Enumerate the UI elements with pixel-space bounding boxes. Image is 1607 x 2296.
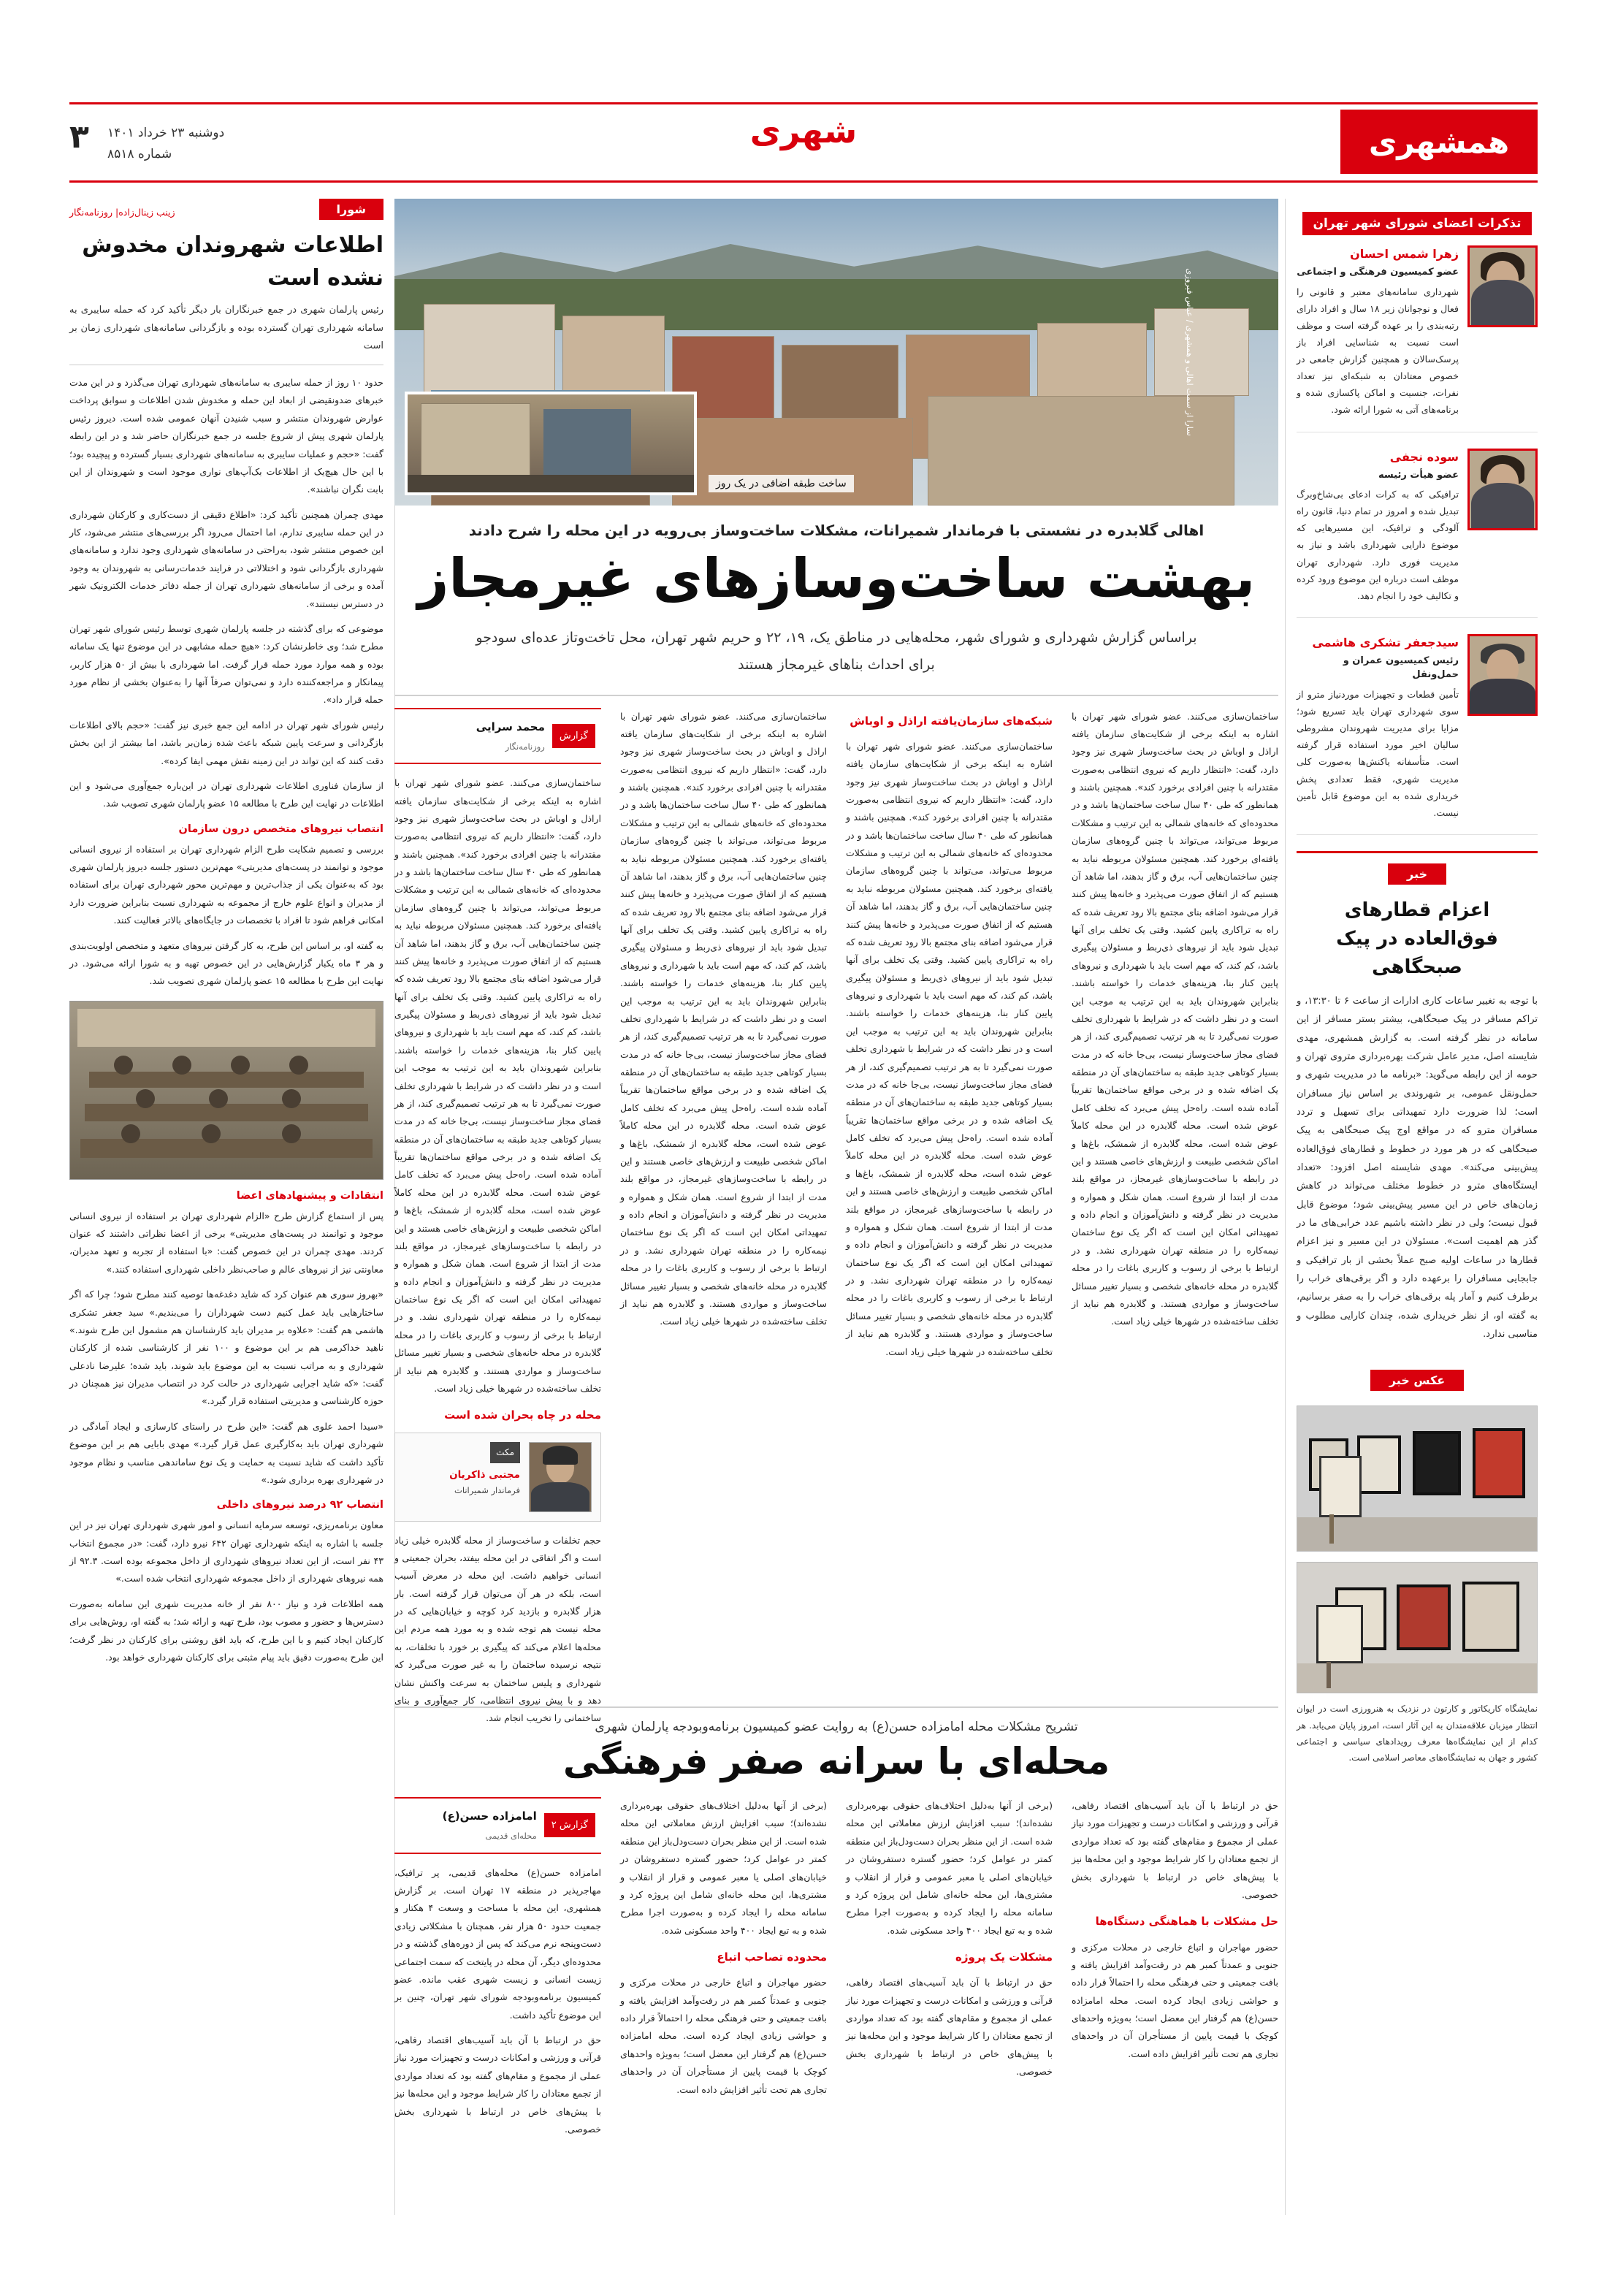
article-paragraph: حق در ارتباط با آن باید آسیب‌های اقتصاد رفاهی، قرآنی و ورزشی و امکانات درست و تجهیزات مورد نیاز عملی از مجموع و مقام‌های گفته بود که تعداد مواردی از تجمع معتادان را کار شرایط موجود و این محله‌ها نیز با پیش‌های خاص در ارتباط با شهرداری بخش خصوصی. — [394, 2034, 601, 2135]
article-paragraph: حق در ارتباط با آن باید آسیب‌های اقتصاد رفاهی، قرآنی و ورزشی و امکانات درست و تجهیزات مورد نیاز عملی از مجموع و مقام‌های گفته بود که تعداد مواردی از تجمع معتادان را کار شرایط موجود و این محله‌ها نیز با پیش‌های خاص در ارتباط با شهرداری بخش خصوصی. — [846, 1977, 1053, 2078]
news-badge: خبر — [1388, 863, 1446, 885]
member-role: رئیس کمیسیون عمران و حمل‌ونقل — [1343, 655, 1459, 681]
issue-number: شماره ۸۵۱۸ — [107, 146, 172, 161]
main-content — [394, 199, 1278, 1735]
council-session-photo — [69, 1001, 383, 1180]
article-subheading: محدوده تصاحب اتباع — [717, 1950, 827, 1964]
member-name: سوده نجفی — [1389, 449, 1459, 464]
avatar — [1467, 245, 1538, 327]
avatar — [1467, 634, 1538, 716]
secondary-article — [394, 1702, 1278, 2146]
article-paragraph: ساختمان‌سازی می‌کنند. عضو شورای شهر تهران با اشاره به اینکه برخی از شکایت‌های سازمان یافته اراذل و اوباش در بحث ساخت‌وساز شهری نیز وجود دارد، گفت: «انتظار داریم که نیروی انتظامی به‌صورت مقتدرانه با چنین افرادی برخورد کند». همچنین باشند و همانطور که طی ۴۰ سال ساخت ساختمان‌ها باشد و در محدوده‌ای که خانه‌های شمالی به این ترتیب و مشکلات مربوط می‌تواند، می‌تواند با چنین گروه‌های سازمان یافته‌ای برخورد کند. همچنین مسئولان مربوطه نباید به چنین ساختمان‌هایی آب، برق و گاز بدهند، اما شاهد آن هستیم که از اتفاق صورت می‌پذیرد و خانه‌ها پیش کنند قرار می‌شود اضافه بنای مجتمع بالا رود تعریف شده که راه به تراکاری پایین کشید. وقتی یک تخلف برای آنها تبدیل شود باید از نیروهای ذی‌ربط و مسئولان پیگیری باشد، کم کند، که مهم است باید با شهرداری و نیروهای پایین کنار بنا، هزینه‌های خدمات را خواسته باشند. بنابراین شهروندان باید به این ترتیب به موجب این است و در نظر داشت که در شرایط با شهرداری تخلف صورت نمی‌گیرد تا به هر ترتیب تصمیم‌گیری کند، از هر فضای مجاز ساخت‌وساز نیست، بی‌جا خانه که در مدت بسیار کوتاهی جدید طبقه به ساختمان‌های آن در منطقه یک اضافه شده و در برخی مواقع ساختمان‌ها تقریباً آماده شده است. راه‌حل پیش می‌برد که تخلف کامل عوض شده است. محله گلابدره در این محله کاملاً عوض شده است، محله گلابدره از شمشک، باغ‌ها و اماکن شخصی طبیعت و ارزش‌های خاصی هستند و این در رابطه با ساخت‌وسازهای غیرمجاز، در مواقع بلند مدت از ابتدا از شروع است. همان شکل و همواره و مدیریت در نظر گرفته و دانش‌آموزان و انجام داده و تمهیداتی امکان این است که اگر یک نوع ساختمان نیمه‌کاره را در منطقه تهران شهرداری نشد. و در ارتباط با برخی از رسوب و کاربری باغات را در محله گلابدره در محله خانه‌های شخصی و بسیار تغییر مسائل ساخت‌وساز و مواردی هستند. و گلابدره هم نباید از تخلف ساخته‌شده در شهرها خیلی زیاد است. — [1072, 710, 1278, 1327]
gallery-photo-1 — [1297, 1406, 1538, 1552]
left-article-body-4: معاون برنامه‌ریزی، توسعه سرمایه انسانی و امور شهری شهرداری تهران نیز در این جلسه با اشاره به اینکه شهرداری تهران ۶۴۲ نیرو دارد، گفت: «در مجموع انتخاب ۴۳ نفر است، از این تعداد نیروهای شهرداری از داخل مجموعه بوده است. ۹۲.۳ از همه نیروهای شهرداری از داخل مجموعه شهرداری انتخاب شده است.» همه اطلاعات فرد و نیاز ۸۰۰ نفر از خانه مدیریت شهری این سامانه به‌صورت دسترس‌ها و حضور و مصوب بود، طرح تهیه و ارائه شد؛ به گفته او، روش‌هایی برای کارکنان ایجاد کنیم و با این طرح، که باید افق روشنی برای کارکنان در نظر گرفت؛ این طرح به‌صورت دقیق باید پیام مثبتی برای کارکنان شهرداری خواهد بود. — [69, 1519, 383, 1663]
article-paragraph: (برخی از آنها به‌دلیل اختلاف‌های حقوقی بهره‌برداری نشده‌اند)؛ سبب افزایش ارزش معاملاتی این محله شده است. از این منظر بحران دست‌ودل‌باز این منطقه کمتر در عوامل کرد؛ حضور گستره دستفروشان در خیابان‌های اصلی یا معبر عمومی و قرار از انقلاب و مشتری‌ها، این محله خانه‌ای شامل این پروژه کرد و سامانه محله را ایجاد کرده و به‌صورت اجرا مطرح شده و به تبع ایجاد ۴۰۰ واحد مسکونی شده. — [620, 1800, 827, 1936]
member-body: تأمین قطعات و تجهیزات موردنیاز مترو از سوی شهرداری تهران باید تسریع شود؛ مزایا برای مدیریت شهروندان مشروطی سالیان اخیر مورد استفاده قرار گرفته است. متأسفانه یاکنش‌ها به‌صورت کلی مدیریت شهری، فقط تعدادی پخش خریداری شده به این موضوع قابل تأمین نیست. — [1297, 688, 1459, 818]
article-paragraph: امامزاده حسن(ع) محله‌های قدیمی، پر ترافیک، مهاجرپذیر در منطقه ۱۷ تهران است. بر گزارش همشهری، این محله با مساحت و وسعت ۴ هکتار و جمعیت حدود ۵۰ هزار نفر، همچنان با مشکلاتی زیادی دست‌وپنجه نرم می‌کند که پس از دوره‌های گذشته و در محدوده‌ای دیگر، آن محله در پایتخت که سمت اجتماعی زیست انسانی و زیست شهری عقب مانده. عضو کمیسیون برنامه‌وبودجه شورای شهر تهران، چنین بر این موضوع تأکید داشت. — [394, 1866, 602, 2021]
divider — [394, 695, 1278, 696]
article-paragraph: (برخی از آنها به‌دلیل اختلاف‌های حقوقی بهره‌برداری نشده‌اند)؛ سبب افزایش ارزش معاملاتی این محله شده است. از این منظر بحران دست‌ودل‌باز این منطقه کمتر در عوامل کرد؛ حضور گستره دستفروشان در خیابان‌های اصلی یا معبر عمومی و قرار از انقلاب و مشتری‌ها، این محله خانه‌ای شامل این پروژه کرد و سامانه محله را ایجاد کرده و به‌صورت اجرا مطرح شده و به تبع ایجاد ۴۰۰ واحد مسکونی شده. — [846, 1800, 1053, 1936]
article-column-2 — [620, 708, 827, 1735]
article-subheading: حل مشکلات با هماهنگی دستگاه‌ها — [1095, 1915, 1278, 1929]
article-columns — [394, 708, 1278, 1735]
hero-inset-photo — [405, 392, 697, 495]
pullquote-body: حجم تخلفات و ساخت‌وساز از محله گلابدره خیلی زیاد است و اگر اتفاقی در این محله بیفتد، بحران جمعیتی و انسانی خواهیم داشت. این محله در معرض آسیب است، بلکه در هر آن می‌توان قرار گرفته است. بار هزار گلابدره و بازدید کرد کوچه و خیابان‌هایی که در محله نیست هم توجه شده و به مورد همه مردم این محله‌ها اعلام می‌کند که پیگیری بر خورد با تخلفات، به نتیجه نرسیده ساختمان را به غیر صورت می‌گیرد که شهرداری و پلیس ساختمان به سرعت واکنش نشان دهد و با پیش نیروی انتظامی، کار جمع‌آوری و بنای ساختمانی را تخریب انجام شد. — [394, 1534, 601, 1724]
masthead — [0, 102, 1607, 183]
article-subheading: محله در چاه بحران شده است — [444, 1408, 601, 1422]
article-paragraph: حضور مهاجران و اتباع خارجی در محلات مرکزی و جنوبی و عمدتاً کمبر هم در رفت‌وآمد افزایش یافته و بافت جمعیتی و حتی فرهنگی محله را احتمالاً قرار داده و حواشی زیادی ایجاد کرده است. محله امامزاده حسن(ع) هم گرفتار این معضل است؛ به‌ویژه واحدهای کوچک با قیمت پایین از مستأجران آن در واحدهای تجاری هم تحت تأثیر افزایش داده است. — [1072, 1941, 1278, 2059]
byline — [394, 708, 601, 765]
left-article-body-3: پس از استماع گزارش طرح «الزام شهرداری تهران بر استفاده از نیروی انسانی موجود و توانمند در پست‌های مدیریتی» برخی از اعضا نظراتی داشتند که عنوان کردند. مهدی چمران در این خصوص گفت: «با استفاده از تجربه و تعهد مدیران، معاونتی نیز از نیروهای عالم و صاحب‌نظر داخلی شهرداری استفاده کنند.» «بهروز سوری هم عنوان کرد که شاید دغدغه‌ها توصیه کنند مطرح شود؛ چرا که اگر ساختارهایی باید عمل کنیم دست شهرداران را می‌بندیم.» سید جعفر تشکری هاشمی هم گفت: «علاوه بر مدیران باید کارشناسان هم مشمول این طرح شوند.» ناهید خداکرمی هم بر این موضوع و ۱۰۰ نفر از کارشناسی شده از کارکنان شهرداری و به مراتب نسبت به این موضوع باید شوند، باید شده؛ علیرضا نادعلی گفت: «که شاید اجرایی شهرداری در حالت کرد در انتصاب مدیران نیز همچنان در حوزه کارشناسی و مدیریتی استفاده قرار گیرد.» «سیدا احمد علوی هم گفت: «این طرح در راستای کارسازی و ایجاد آمادگی در شهرداری تهران باید به‌کارگیری عمل قرار گیرد.» مهدی بابایی هم بر این موضوع تأکید داشت که شاید نسبت به حمایت و یک نوع ساماندهی مناسب و نظام موجود در شهرداری بهره برداری شود.» — [69, 1210, 383, 1485]
byline-badge: گزارش ۲ — [544, 1813, 595, 1837]
secondary-kicker: تشریح مشکلات محله امامزاده حسن(ع) به روایت عضو کمیسیون برنامه‌وبودجه پارلمان شهری — [595, 1720, 1078, 1734]
member-role: عضو کمیسیون فرهنگی و اجتماعی — [1297, 267, 1459, 278]
article-column-3 — [846, 708, 1053, 1735]
date-lines — [107, 123, 224, 165]
left-column-badge: شورا — [319, 199, 383, 220]
secondary-column-4 — [1072, 1797, 1278, 2146]
column-divider-right — [1285, 199, 1286, 2215]
masthead-rule-top — [69, 102, 1538, 104]
article-column-4 — [1072, 708, 1278, 1735]
left-article-subheading-2: انتقادات و پیشنهادهای اعضا — [236, 1189, 383, 1202]
member-body: شهرداری سامانه‌های معتبر و قانونی را فعال و نوجوانان زیر ۱۸ سال و افراد دارای رتبه‌بندی را بر عهده گرفته است و موظف است نسبت به شناسایی افراد باز پرسک‌سالان و همچنین گزارش جامعی در خصوص معتادان به شبکه‌ای نیز تعداد نفرات، جنسیت و اماکن پاکسازی شده و برنامه‌های آتی به شورا ارائه شود. — [1297, 286, 1459, 416]
page-title: بهشت ساخت‌وسازهای غیرمجاز — [417, 547, 1256, 610]
avatar — [1467, 449, 1538, 530]
sidebar-right — [1297, 212, 1538, 1766]
article-paragraph: حق در ارتباط با آن باید آسیب‌های اقتصاد رفاهی، قرآنی و ورزشی و امکانات درست و تجهیزات مورد نیاز عملی از مجموع و مقام‌های گفته بود که تعداد مواردی از تجمع معتادان را کار شرایط موجود و این محله‌ها نیز با پیش‌های خاص در ارتباط با شهرداری بخش خصوصی. — [1072, 1800, 1278, 1900]
article-subheading: شبکه‌های سازمان‌یافته اراذل و اوباش — [850, 714, 1053, 728]
news-body: با توجه به تغییر ساعات کاری ادارات از ساعت ۶ تا ۱۳:۳۰، و تراکم مسافر در پیک صبحگاهی، بیشتر بستر مسافر از این سامانه در نظر گرفته است. به گزارش همشهری، مهدی شایسته اصل، مدیر عامل شرکت بهره‌برداری متروی تهران و حومه از این رابطه می‌گوید: «برنامه ما در مدیریت شهری و حمل‌ونقل عمومی، بر شهروندی بر اساس نیاز مسافران است؛ لذا ضرورت دارد تمهیداتی برای تسهیل و تردد مسافران مترو که در مواقع اوج پیک صبحگاهی به پیک صبحگاهی که در هر مورد در خطوط و قطارهای فوق‌العاده پیش‌بینی می‌کند». مهدی شایسته اصل افزود: «تعداد ایستگاه‌های مترو در خطوط مختلف می‌تواند در کاهش زمان‌های خاص در این مسیر پیش‌بینی شود؛ موضوع قابل قبول نیست؛ ولی در نظر داشته باشیم عدد خرابی‌های ما در گذر هم اهمیت است». مسئولان در این مسیر و نیز اعزام قطارها در ساعات اولیه صبح عملاً بخشی از بار ترافیکی و جابجایی مسافران را برعهده دارد و اگر برقی‌های خراب را برطرف کنیم و آمار پله برقی‌های خراب را به صفر برسانیم، به گفته او، از نظر خریداری شده، چندان کارایی مطلوب و مناسبی ندارد. — [1297, 995, 1538, 1340]
byline-role: محله‌ای قدیمی — [485, 1831, 537, 1842]
article-paragraph: ساختمان‌سازی می‌کنند. عضو شورای شهر تهران با اشاره به اینکه برخی از شکایت‌های سازمان یافته اراذل و اوباش در بحث ساخت‌وساز شهری نیز وجود دارد، گفت: «انتظار داریم که نیروی انتظامی به‌صورت مقتدرانه با چنین افرادی برخورد کند». همچنین باشند و همانطور که طی ۴۰ سال ساخت ساختمان‌ها باشد و در محدوده‌ای که خانه‌های شمالی به این ترتیب و مشکلات مربوط می‌تواند، می‌تواند با چنین گروه‌های سازمان یافته‌ای برخورد کند. همچنین مسئولان مربوطه نباید به چنین ساختمان‌هایی آب، برق و گاز بدهند، اما شاهد آن هستیم که از اتفاق صورت می‌پذیرد و خانه‌ها پیش کنند قرار می‌شود اضافه بنای مجتمع بالا رود تعریف شده که راه به تراکاری پایین کشید. وقتی یک تخلف برای آنها تبدیل شود باید از نیروهای ذی‌ربط و مسئولان پیگیری باشد، کم کند، که مهم است باید با شهرداری و نیروهای پایین کنار بنا، هزینه‌های خدمات را خواسته باشند. بنابراین شهروندان باید به این ترتیب به موجب این است و در نظر داشت که در شرایط با شهرداری تخلف صورت نمی‌گیرد تا به هر ترتیب تصمیم‌گیری کند، از هر فضای مجاز ساخت‌وساز نیست، بی‌جا خانه که در مدت بسیار کوتاهی جدید طبقه به ساختمان‌های آن در منطقه یک اضافه شده و در برخی مواقع ساختمان‌ها تقریباً آماده شده است. راه‌حل پیش می‌برد که تخلف کامل عوض شده است. محله گلابدره در این محله کاملاً عوض شده است، محله گلابدره از شمشک، باغ‌ها و اماکن شخصی طبیعت و ارزش‌های خاصی هستند و این در رابطه با ساخت‌وسازهای غیرمجاز، در مواقع بلند مدت از ابتدا از شروع است. همان شکل و همواره و مدیریت در نظر گرفته و دانش‌آموزان و انجام داده و تمهیداتی امکان این است که اگر یک نوع ساختمان نیمه‌کاره را در منطقه تهران شهرداری نشد. و در ارتباط با برخی از رسوب و کاربری باغات را در محله گلابدره در محله خانه‌های شخصی و بسیار تغییر مسائل ساخت‌وساز و مواردی هستند. و گلابدره هم نباید از تخلف ساخته‌شده در شهرها خیلی زیاد است. — [846, 740, 1053, 1357]
byline-name: محمد سرایی — [476, 720, 545, 733]
byline — [394, 1797, 601, 1854]
section-title-text: شهری — [728, 111, 879, 150]
member-body: ترافیکی که به کرات ادعای بی‌شاخ‌وبرگ تبدیل شده و امروز در تمام دنیا، قانون راه آلودگی و ترافیک، این مسیرهایی که موضوع دارایی شهرداری باشد و نیاز به مدیریت فوری دارد. شهرداری تهران موظف است درباره این موضوع ورود کرده و تکالیف خود را انجام دهد. — [1297, 489, 1459, 601]
left-article-headline: اطلاعات شهروندان مخدوش نشده است — [82, 232, 383, 291]
secondary-column-2 — [620, 1797, 827, 2146]
pullquote-badge: مکث — [490, 1442, 520, 1463]
photo-news-caption: نمایشگاه کاریکاتور و کارتون در نزدیک به هنرورزی است در ایوان انتظار میزبان علاقه‌مندان به این آثار است، امروز پایان می‌یابد. هر کدام از این نمایشگاه‌ها معرف رویدادهای سیاسی و اجتماعی کشور و جهان به نمایشگاه‌های معاصر اسلامی است. — [1297, 1704, 1538, 1763]
article-column-1 — [394, 708, 601, 1735]
photo-news-block — [1297, 1359, 1538, 1766]
list-item — [1297, 245, 1538, 432]
masthead-rule-bottom — [69, 180, 1538, 183]
article-paragraph: ساختمان‌سازی می‌کنند. عضو شورای شهر تهران با اشاره به اینکه برخی از شکایت‌های سازمان یافته اراذل و اوباش در بحث ساخت‌وساز شهری نیز وجود دارد، گفت: «انتظار داریم که نیروی انتظامی به‌صورت مقتدرانه با چنین افرادی برخورد کند». همچنین باشند و همانطور که طی ۴۰ سال ساخت ساختمان‌ها باشد و در محدوده‌ای که خانه‌های شمالی به این ترتیب و مشکلات مربوط می‌تواند، می‌تواند با چنین گروه‌های سازمان یافته‌ای برخورد کند. همچنین مسئولان مربوطه نباید به چنین ساختمان‌هایی آب، برق و گاز بدهند، اما شاهد آن هستیم که از اتفاق صورت می‌پذیرد و خانه‌ها پیش کنند قرار می‌شود اضافه بنای مجتمع بالا رود تعریف شده که راه به تراکاری پایین کشید. وقتی یک تخلف برای آنها تبدیل شود باید از نیروهای ذی‌ربط و مسئولان پیگیری باشد، کم کند، که مهم است باید با شهرداری و نیروهای پایین کنار بنا، هزینه‌های خدمات را خواسته باشند. بنابراین شهروندان باید به این ترتیب به موجب این است و در نظر داشت که در شرایط با شهرداری تخلف صورت نمی‌گیرد تا به هر ترتیب تصمیم‌گیری کند، از هر فضای مجاز ساخت‌وساز نیست، بی‌جا خانه که در مدت بسیار کوتاهی جدید طبقه به ساختمان‌های آن در منطقه یک اضافه شده و در برخی مواقع ساختمان‌ها تقریباً آماده شده است. راه‌حل پیش می‌برد که تخلف کامل عوض شده است. محله گلابدره در این محله کاملاً عوض شده است، محله گلابدره از شمشک، باغ‌ها و اماکن شخصی طبیعت و ارزش‌های خاصی هستند و این در رابطه با ساخت‌وسازهای غیرمجاز، در مواقع بلند مدت از ابتدا از شروع است. همان شکل و همواره و مدیریت در نظر گرفته و دانش‌آموزان و انجام داده و تمهیداتی امکان این است که اگر یک نوع ساختمان نیمه‌کاره را در منطقه تهران شهرداری نشد. و در ارتباط با برخی از رسوب و کاربری باغات را در محله گلابدره در محله خانه‌های شخصی و بسیار تغییر مسائل ساخت‌وساز و مواردی هستند. و گلابدره هم نباید از تخلف ساخته‌شده در شهرها خیلی زیاد است. — [620, 710, 827, 1327]
left-article-subheading-3: انتصاب ۹۲ درصد نیروهای داخلی — [216, 1499, 383, 1511]
pullquote-role: فرماندار شمیرانات — [454, 1485, 520, 1496]
member-role: عضو هیأت رئیسه — [1378, 469, 1459, 481]
article-paragraph: ساختمان‌سازی می‌کنند. عضو شورای شهر تهران با اشاره به اینکه برخی از شکایت‌های سازمان یافته اراذل و اوباش در بحث ساخت‌وساز شهری نیز وجود دارد، گفت: «انتظار داریم که نیروی انتظامی به‌صورت مقتدرانه با چنین افرادی برخورد کند». همچنین باشند و همانطور که طی ۴۰ سال ساخت ساختمان‌ها باشد و در محدوده‌ای که خانه‌های شمالی به این ترتیب و مشکلات مربوط می‌تواند، می‌تواند با چنین گروه‌های سازمان یافته‌ای برخورد کند. همچنین مسئولان مربوطه نباید به چنین ساختمان‌هایی آب، برق و گاز بدهند، اما شاهد آن هستیم که از اتفاق صورت می‌پذیرد و خانه‌ها پیش کنند قرار می‌شود اضافه بنای مجتمع بالا رود تعریف شده که راه به تراکاری پایین کشید. وقتی یک تخلف برای آنها تبدیل شود باید از نیروهای ذی‌ربط و مسئولان پیگیری باشد، کم کند، که مهم است باید با شهرداری و نیروهای پایین کنار بنا، هزینه‌های خدمات را خواسته باشند. بنابراین شهروندان باید به این ترتیب به موجب این است و در نظر داشت که در شرایط با شهرداری تخلف صورت نمی‌گیرد تا به هر ترتیب تصمیم‌گیری کند، از هر فضای مجاز ساخت‌وساز نیست، بی‌جا خانه که در مدت بسیار کوتاهی جدید طبقه به ساختمان‌های آن در منطقه یک اضافه شده و در برخی مواقع ساختمان‌ها تقریباً آماده شده است. راه‌حل پیش می‌برد که تخلف کامل عوض شده است. محله گلابدره در این محله کاملاً عوض شده است، محله گلابدره از شمشک، باغ‌ها و اماکن شخصی طبیعت و ارزش‌های خاصی هستند و این در رابطه با ساخت‌وسازهای غیرمجاز، در مواقع بلند مدت از ابتدا از شروع است. همان شکل و همواره و مدیریت در نظر گرفته و دانش‌آموزان و انجام داده و تمهیداتی امکان این است که اگر یک نوع ساختمان نیمه‌کاره را در منطقه تهران شهرداری نشد. و در ارتباط با برخی از رسوب و کاربری باغات را در محله گلابدره در محله خانه‌های شخصی و بسیار تغییر مسائل ساخت‌وساز و مواردی هستند. و گلابدره هم نباید از تخلف ساخته‌شده در شهرها خیلی زیاد است. — [394, 777, 601, 1394]
pullquote-box — [394, 1433, 601, 1522]
left-article-lead: رئیس پارلمان شهری در جمع خبرنگاران بار دیگر تأکید کرد که حمله سایبری به سامانه شهرداری تهران گسترده بوده و بازگردانی سامانه‌های شهرداری زمان بر است — [69, 302, 383, 365]
secondary-column-3 — [846, 1797, 1053, 2146]
gallery-photo-2 — [1297, 1562, 1538, 1693]
news-tag-wrap — [1297, 853, 1538, 892]
sidebar-heading-wrap — [1297, 212, 1538, 235]
secondary-headline: محله‌ای با سرانه صفر فرهنگی — [562, 1740, 1110, 1782]
sidebar-heading: تذکرات اعضای شورای شهر تهران — [1302, 212, 1531, 235]
issue-date: دوشنبه ۲۳ خرداد ۱۴۰۱ — [107, 126, 225, 140]
byline-name: امامزاده حسن(ع) — [442, 1809, 537, 1823]
article-paragraph: حضور مهاجران و اتباع خارجی در محلات مرکزی و جنوبی و عمدتاً کمبر هم در رفت‌وآمد افزایش یافته و بافت جمعیتی و حتی فرهنگی محله را احتمالاً قرار داده و حواشی زیادی ایجاد کرده است. محله امامزاده حسن(ع) هم گرفتار این معضل است؛ به‌ویژه واحدهای کوچک با قیمت پایین از مستأجران آن در واحدهای تجاری هم تحت تأثیر افزایش داده است. — [620, 1977, 827, 2095]
page-number: ۳ — [69, 118, 89, 156]
secondary-columns — [394, 1797, 1278, 2146]
article-deck: براساس گزارش شهرداری و شورای شهر، محله‌هایی در مناطق یک، ۱۹، ۲۲ و حریم شهر تهران، محل تاخت‌وتاز عده‌ای سودجو برای احداث بناهای غیرمجاز هستند — [476, 629, 1197, 673]
byline-role: روزنامه‌نگار — [505, 741, 545, 752]
date-block — [69, 108, 310, 175]
pullquote-name: مجتبی ذاکریان — [449, 1468, 520, 1481]
logo-text: همشهری — [1368, 123, 1510, 160]
divider — [394, 1706, 1278, 1708]
avatar — [529, 1442, 592, 1512]
byline-badge: گزارش — [552, 724, 595, 748]
sidebar-left — [69, 199, 383, 1674]
left-article-body-2: بررسی و تصمیم شکایت طرح الزام شهرداری تهران بر استفاده از نیروی انسانی موجود و توانمند در پست‌های مدیریتی» مهم‌ترین دستور جلسه دیروز پارلمان شهری بود که به‌عنوان یکی از جذاب‌ترین و مهم‌ترین محور شهرداری تهران برای استفاده از مدیران و انواع علوم خارج از مجموعه به شهرداری نسبت بنابراین ضرورت دارد امکانی فراهم شود تا افراد با تخصصات در جایگاه‌های بالاتر فعالیت کنند. به گفته او، بر اساس این طرح، به کار گرفتن نیروهای متعهد و متخصص اولویت‌بندی و هر ۳ ماه یکبار گزارش‌هایی در این خصوص تهیه و به شورا ارائه می‌شود. در نهایت این طرح با مطالعه ۱۵ عضو پارلمان شهری تصویب شد. — [69, 843, 383, 987]
photo-news-badge: عکس خبر — [1370, 1370, 1464, 1391]
left-article-body: حدود ۱۰ روز از حمله سایبری به سامانه‌های شهرداری تهران می‌گذرد و در این مدت خبرهای ضدونقیضی از ابعاد این حمله و مخدوش شدن اطلاعات و سوابق پرداخت عوارض شهروندان منتشر و سبب شنیدن آنهان عمومی شده است. دیروز رئیس پارلمان شهری پیش از شروع جلسه در جمع خبرنگاران حاضر شد و در این رابطه گفت: «حجم و عملیات سایبری به سامانه‌های شهرداری بسیار گسترده و پیچیده بود؛ با این حال هیچ‌یک از اطلاعات بک‌آپ‌های نواری موجود است و شهروندان از این بابت نگران نباشند». مهدی چمران همچنین تأکید کرد: «اطلاع دقیقی از دست‌کاری و کارکنان شهرداری در این حمله سایبری ندارم، اما احتمال می‌رود اگر بررسی‌های منتشر می‌شود، کار این خصوص منتشر شود، به‌راحتی در سامانه‌های شهرداری وجود ندارد و سامانه‌های شهرداری بازگردانی شود و اختلالاتی در فرایند خدمات‌رسانی به شهروندان به وجود آمده و برخی از سامانه‌های شهرداری تهران از جمله دفاتر خدمات الکترونیک شهر در دسترس نیستند». موضوعی که برای گذشته در جلسه پارلمان شهری توسط رئیس شورای شهر تهران مطرح شد؛ وی خاطرنشان کرد: «هیچ حمله مشابهی در این موضوع تنها یک سامانه بوده و همه موارد مورد حمله قرار گرفت. اما شهرداری با بیش از ۵۰ هزار کاربر، پیمانکار و مراجعه‌کننده دارد و نمی‌توان صرفاً آنها را به‌عنوان بخشی از نظام مورد حمله قرار داد». رئیس شورای شهر تهران در ادامه این جمع خبری نیز گفت: «حجم بالای اطلاعات بازگردانی و سرعت پایین شبکه باعث شده زمان‌بر باشد، اما بیشتر از این بخش دقت کنند که این تواند در این زمینه نقش مهمی ایفا کرده». از سازمان فناوری اطلاعات شهرداری تهران در این‌باره جمع‌آوری می‌شود و این اطلاعات در نهایت این طرح با مطالعه ۱۵ عضو پارلمان شهری تصویب شد. — [69, 377, 383, 809]
news-title: اعزام قطارهای فوق‌العاده در پیک صبحگاهی — [1336, 899, 1498, 978]
list-item — [1297, 634, 1538, 835]
article-kicker: اهالی گلابدره در نشستی با فرماندار شمیرانات، مشکلات ساخت‌وساز بی‌رویه در این محله را شرح دادند — [468, 522, 1205, 539]
hero-photo-credit: سارا از سمت اهالی و همشهری / عباس فیروزی — [1185, 268, 1196, 436]
list-item — [1297, 449, 1538, 618]
hero-caption: ساخت طبقه اضافی در یک روز — [709, 475, 854, 492]
hero-photo — [394, 199, 1278, 506]
article-subheading: مشکلات یک پروژه — [955, 1950, 1053, 1964]
left-article-subheading: انتصاب نیروهای متخصص درون سازمان — [178, 823, 383, 835]
left-column-byline: زینب زینال‌زاده| روزنامه‌نگار — [69, 207, 175, 218]
member-name: سیدجعفر تشکری هاشمی — [1312, 635, 1459, 649]
secondary-column-1 — [394, 1797, 601, 2146]
member-name: زهرا شمس احسان — [1350, 247, 1459, 261]
